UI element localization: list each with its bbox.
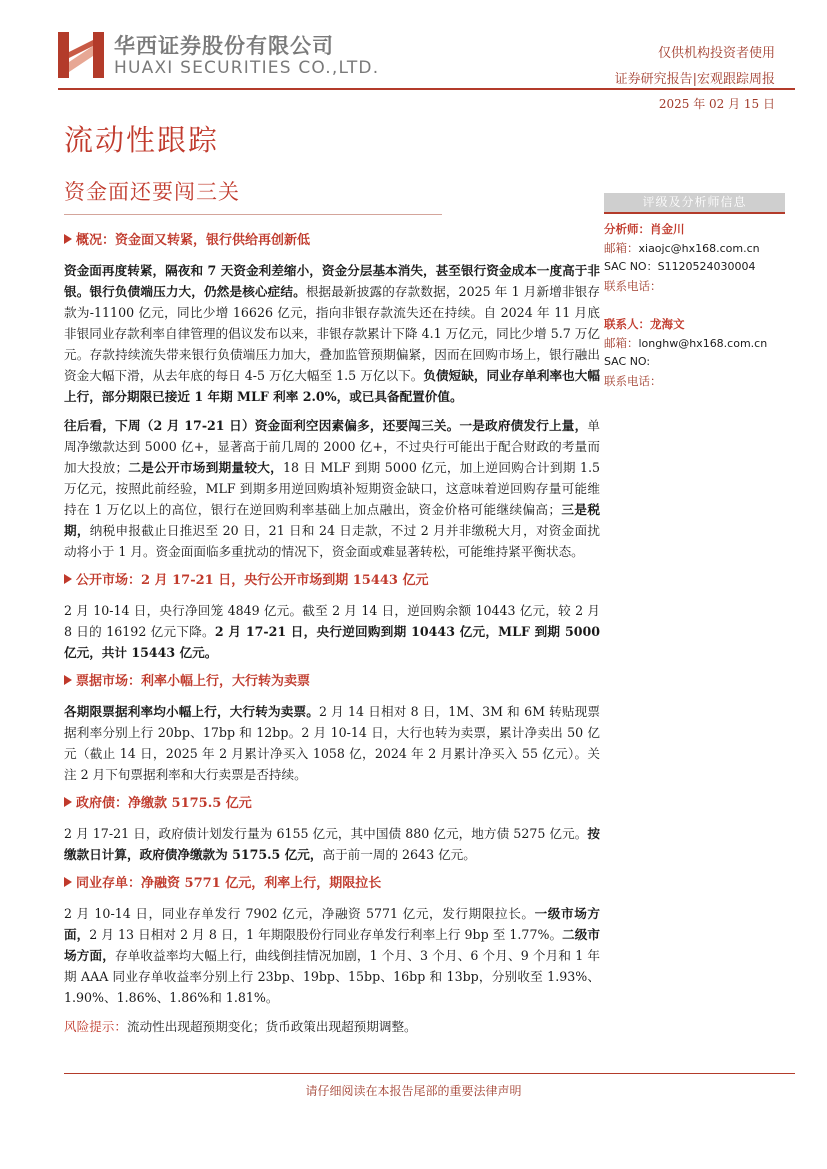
analyst-email: xiaojc@hx168.com.cn (638, 241, 760, 255)
analyst-block: 分析师：肖金川 邮箱：xiaojc@hx168.com.cn SAC NO：S1120524030004 联系电话： (604, 220, 785, 295)
paragraph (64, 415, 600, 562)
text-run: 2 月 13 日相对 2 月 8 日，1 年期限股份行同业存单发行利率上行 9bp 至 1.77%。 (89, 927, 563, 942)
header-rule (58, 88, 795, 90)
analyst-sac: SAC NO：S1120524030004 (604, 260, 756, 273)
bold-text-run: 二级市场方面， (64, 927, 600, 963)
brand-name-cn: 华西证券股份有限公司 (114, 34, 334, 58)
text-run: 单周净缴款达到 5000 亿+，显著高于前几周的 2000 亿+，不过央行可能出于配合财政的考量而加大投放； (64, 418, 600, 475)
paragraph (64, 701, 600, 785)
sidebar-rule (604, 212, 785, 214)
contact-name: 龙海文 (650, 317, 685, 331)
paragraph (64, 823, 600, 865)
risk-note (64, 1016, 600, 1037)
risk-label: 风险提示： (64, 1019, 127, 1034)
bold-text-run: 二是公开市场到期量较大， (128, 460, 283, 475)
contact-email: longhw@hx168.com.cn (638, 336, 768, 350)
section-heading-government-bonds: 政府债：净缴款 5175.5 亿元 (64, 793, 600, 815)
bold-text-run: 三是税期， (64, 502, 600, 538)
section-heading-ncd: 同业存单：净融资 5771 亿元，利率上行，期限拉长 (64, 873, 600, 895)
sidebar-header: 评级及分析师信息 (604, 193, 785, 212)
bold-text-run: 2 月 17-21 日，央行逆回购到期 10443 亿元，MLF 到期 5000 亿元，共计 15443 亿元。 (64, 624, 600, 660)
triangle-bullet-icon (64, 877, 72, 887)
text-run: 纳税申报截止日推迟至 20 日，21 日和 24 日走款，不过 2 月并非缴税大月，对资金面扰动将小于 1 月。资金面面临多重扰动的情况下，资金面或难显著转松，可能维持紧平衡状态。 (64, 523, 600, 559)
bold-text-run: 往后看，下周（2 月 17-21 日）资金面利空因素偏多，还要闯三关。一是政府债发行上量， (64, 418, 588, 433)
contact-sac: SAC NO: (604, 355, 651, 368)
triangle-bullet-icon (64, 574, 72, 584)
brand-name-en: HUAXI SECURITIES CO.,LTD. (114, 58, 380, 78)
paragraph (64, 903, 600, 1008)
triangle-bullet-icon (64, 797, 72, 807)
bold-text-run: 各期限票据利率均小幅上行，大行转为卖票。 (64, 704, 319, 719)
footer-rule (64, 1073, 795, 1074)
section-heading-overview: 概况：资金面又转紧，银行供给再创新低 (64, 230, 600, 252)
text-run: 2 月 10-14 日，同业存单发行 7902 亿元，净融资 5771 亿元，发行期限拉长。 (64, 906, 535, 921)
text-run: 存单收益率均大幅上行，曲线倒挂情况加剧，1 个月、3 个月、6 个月、9 个月和 1 年期 AAA 同业存单收益率分别上行 23bp、19bp、15bp、16bp 和 13bp，分别收至 1.93%、1.90%、1.86%、1.86%和 1.81%。 (64, 948, 601, 1005)
section-heading-open-market: 公开市场：2 月 17-21 日，央行公开市场到期 15443 亿元 (64, 570, 600, 592)
report-title: 流动性跟踪 (64, 123, 220, 157)
text-run: 高于前一周的 2643 亿元。 (322, 847, 476, 862)
subtitle-rule (64, 214, 442, 215)
analyst-sidebar (604, 193, 785, 390)
text-run: 根据最新披露的存款数据，2025 年 1 月新增非银存款为-11100 亿元，同比少增 16626 亿元，指向非银存款流失还在持续。自 2024 年 11 月底非银同业存款利率自律管理的倡议发布以来，非银存款累计下降 4.1 万亿元，同比少增 5.7 万亿元。存款持续流失带来银行负债端压力加大，叠加监管预期偏紧，因而在回购市场上，银行融出资金大幅下滑，从去年底的每日 4-5 万亿大幅至 1.5 万亿以下。 (64, 284, 600, 383)
report-subtitle: 资金面还要闯三关 (64, 180, 240, 204)
legal-disclaimer-note: 请仔细阅读在本报告尾部的重要法律声明 (305, 1084, 522, 1098)
bold-text-run: 负债短缺，同业存单利率也大幅上行，部分期限已接近 1 年期 MLF 利率 2.0%，或已具备配置价值。 (64, 368, 601, 404)
huaxi-logo-icon (58, 32, 104, 78)
contact-block: 联系人：龙海文 邮箱：longhw@hx168.com.cn SAC NO: 联系电话： (604, 315, 785, 390)
bold-text-run: 资金面再度转紧，隔夜和 7 天资金利差缩小，资金分层基本消失，甚至银行资金成本一度高于非银。银行负债端压力大，仍然是核心症结。 (64, 263, 600, 299)
risk-text: 流动性出现超预期变化；货币政策出现超预期调整。 (126, 1019, 417, 1034)
analyst-name: 肖金川 (650, 222, 685, 236)
triangle-bullet-icon (64, 675, 72, 685)
text-run: 18 日 MLF 到期 5000 亿元，加上逆回购合计到期 1.5 万亿元，按照此前经验，MLF 到期多用逆回购填补短期资金缺口，这意味着逆回购存量可能维持在 1 万亿以上的高位，银行在逆回购利率基础上加点融出，资金价格可能继续偏高； (64, 460, 601, 517)
paragraph (64, 260, 600, 407)
section-heading-bill-market: 票据市场：利率小幅上行，大行转为卖票 (64, 671, 600, 693)
bold-text-run: 按缴款日计算，政府债净缴款为 5175.5 亿元， (64, 826, 600, 862)
main-content (64, 230, 600, 1037)
report-date: 2025 年 02 月 15 日 (658, 97, 775, 111)
bold-text-run: 一级市场方面， (64, 906, 600, 942)
text-run: 2 月 14 日相对 8 日，1M、3M 和 6M 转贴现票据利率分别上行 20bp、17bp 和 12bp。2 月 10-14 日，大行也转为卖票，累计净卖出 50 亿元（截止 14 日，2025 年 2 月累计净买入 1058 亿，2024 年 2 月累计净买入 55 亿元）。关注 2 月下旬票据利率和大行卖票是否持续。 (64, 704, 600, 782)
paragraph (64, 600, 600, 663)
text-run: 2 月 17-21 日，政府债计划发行量为 6155 亿元，其中国债 880 亿元，地方债 5275 亿元。 (64, 826, 588, 841)
usage-note: 仅供机构投资者使用 (657, 46, 775, 61)
analyst-phone-label: 联系电话： (604, 278, 662, 293)
text-run: 2 月 10-14 日，央行净回笼 4849 亿元。截至 2 月 14 日，逆回购余额 10443 亿元，较 2 月 8 日的 16192 亿元下降。 (64, 603, 600, 639)
triangle-bullet-icon (64, 234, 72, 244)
contact-phone-label: 联系电话： (604, 373, 662, 388)
report-category: 证券研究报告|宏观跟踪周报 (614, 72, 775, 87)
